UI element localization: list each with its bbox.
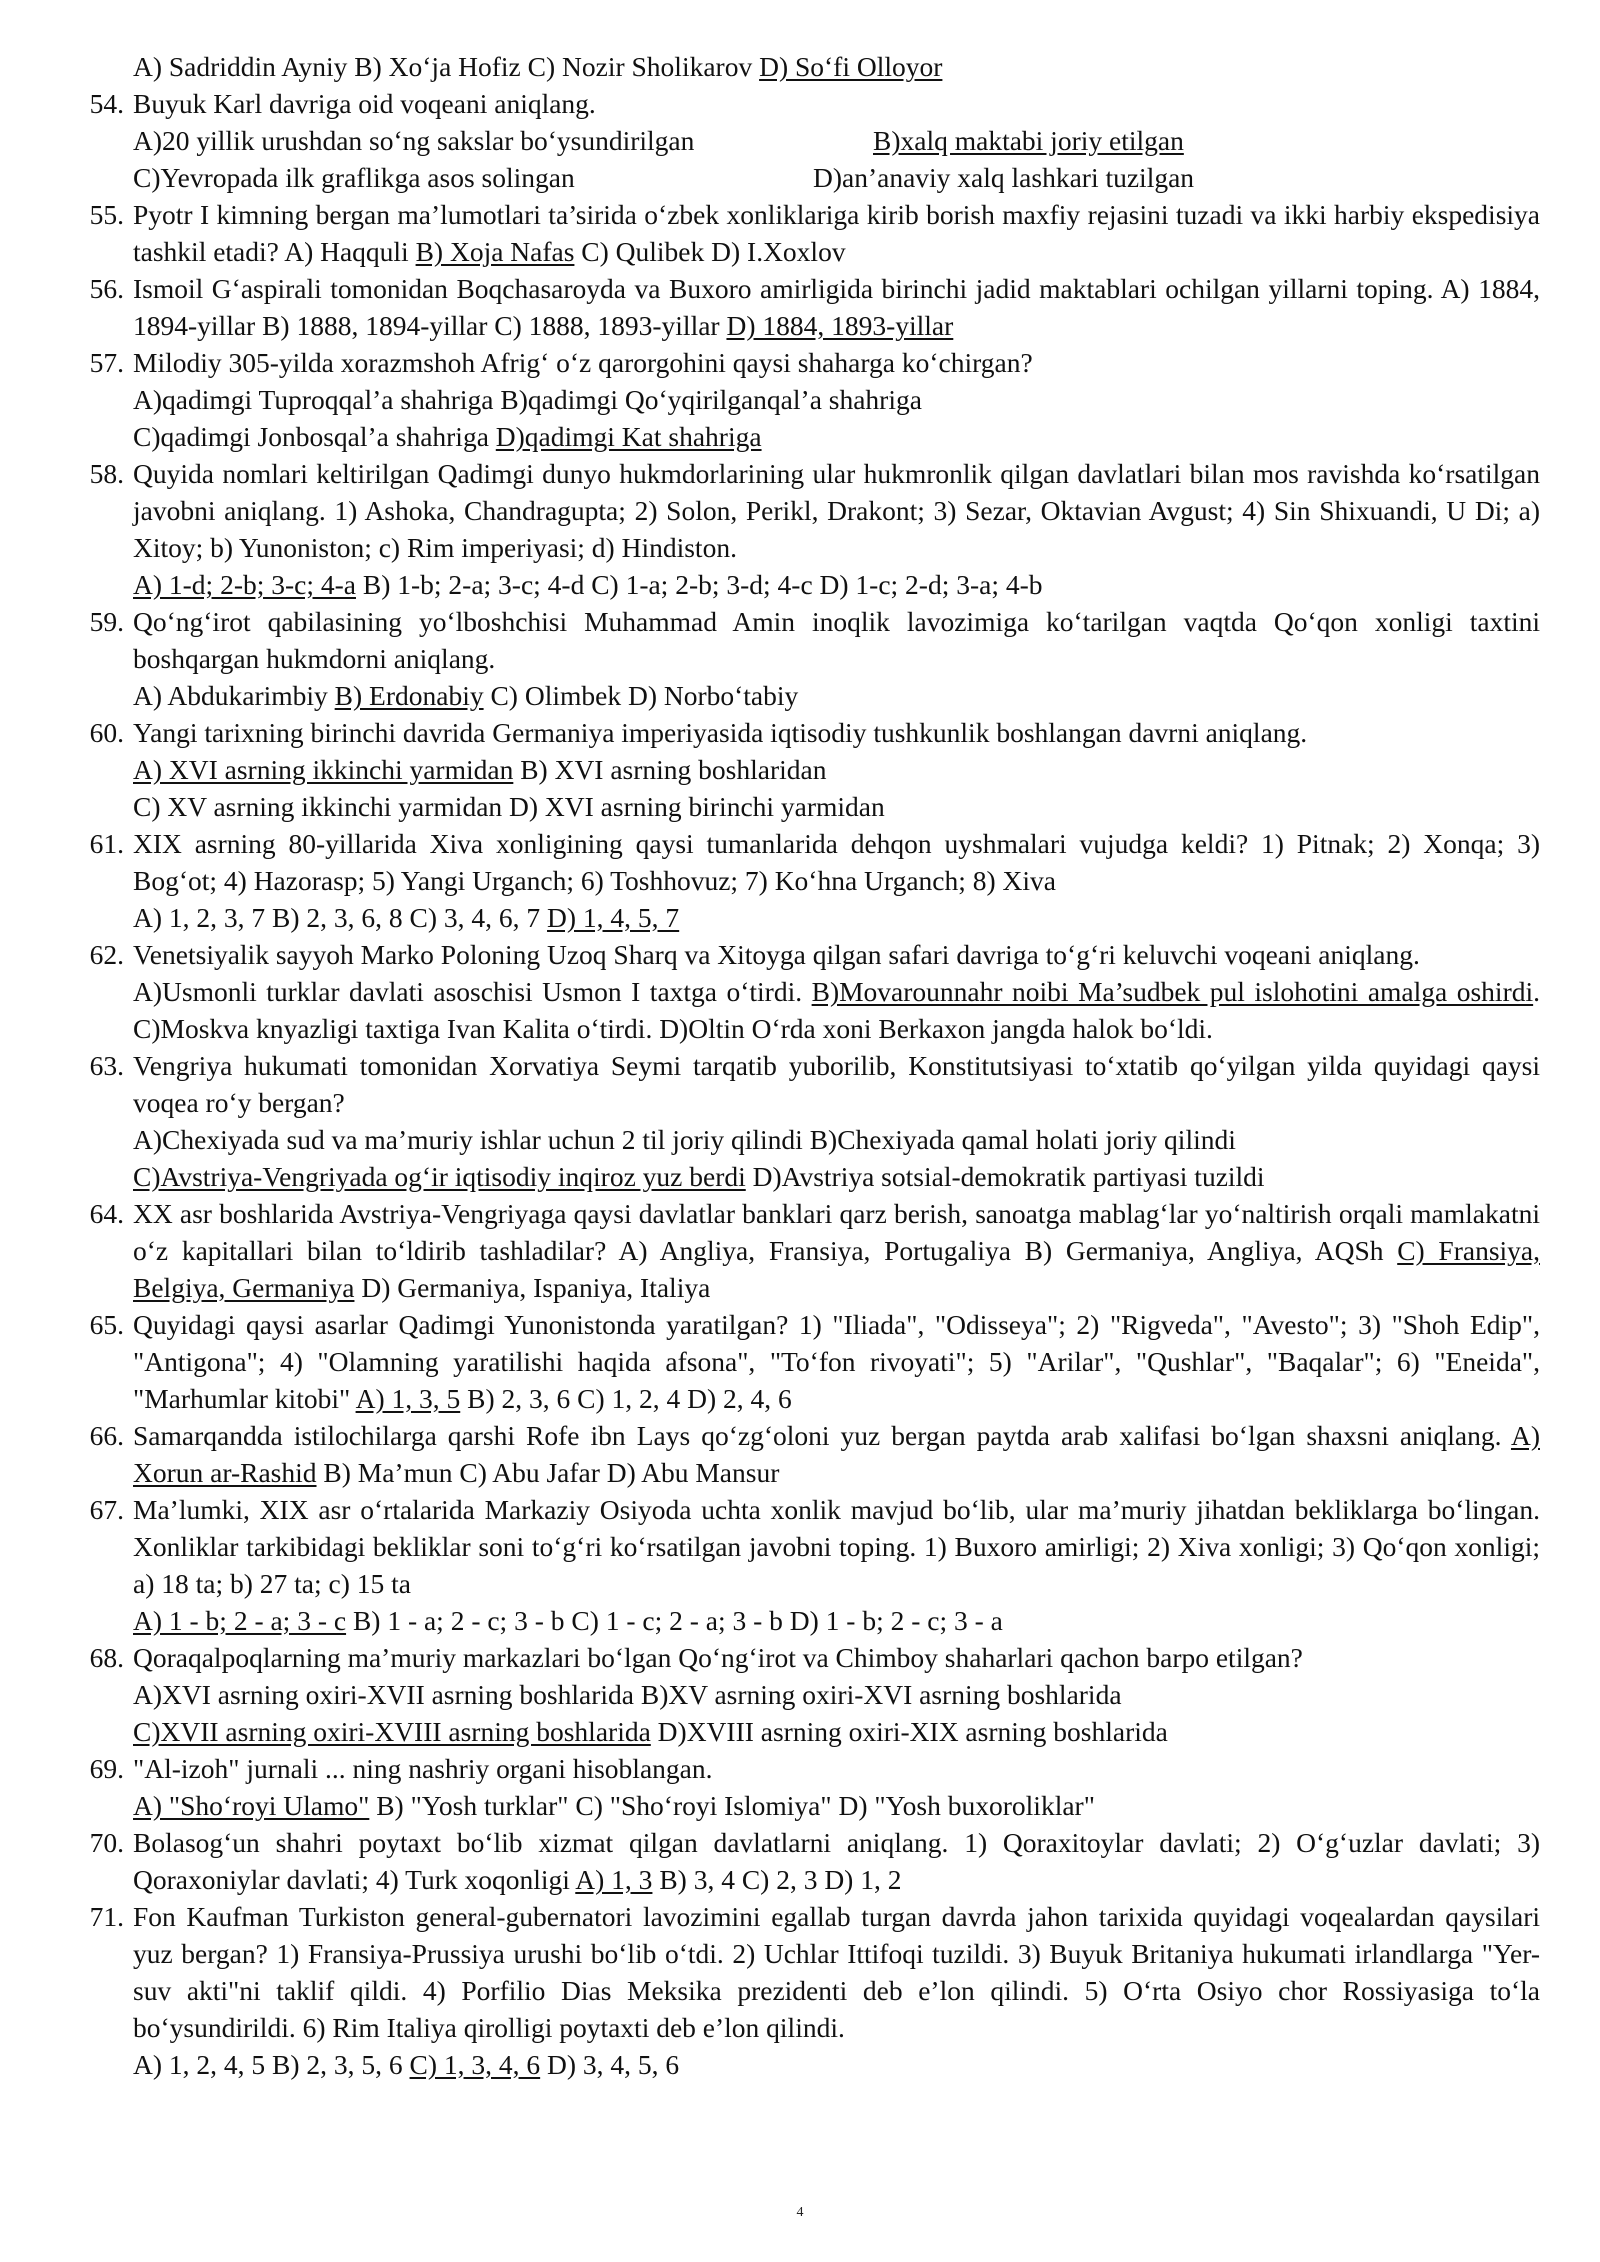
question-64 [70, 1195, 1540, 1306]
other-options: C) Olimbek D) Norbo‘tabiy [483, 680, 799, 711]
options-text: C)qadimgi Jonbosqal’a shahriga [133, 421, 496, 452]
question-70 [70, 1824, 1540, 1898]
options-line [133, 418, 1540, 455]
question-text: Pyotr I kimning bergan ma’lumotlari ta’sirida o‘zbek xonliklariga kirib borish maxfiy rejasini tuzadi va ikki harbiy ekspedisiya tashkil etadi? A) Haqquli [133, 199, 1540, 267]
question-body [133, 1491, 1540, 1639]
other-options: B) 1-b; 2-a; 3-c; 4-d C) 1-a; 2-b; 3-d; 4-c D) 1-c; 2-d; 3-a; 4-b [355, 569, 1043, 600]
question-body [133, 270, 1540, 344]
other-options: C) Qulibek D) I.Xoxlov [574, 236, 846, 267]
options-line [133, 751, 1540, 788]
question-text: "Al-izoh" jurnali ... ning nashriy organi hisoblangan. [133, 1753, 713, 1784]
question-body [133, 603, 1540, 714]
question-71 [70, 1898, 1540, 2083]
question-text: Yangi tarixning birinchi davrida Germaniya imperiyasida iqtisodiy tushkunlik boshlangan davrni aniqlang. [133, 717, 1308, 748]
options-line: C) XV asrning ikkinchi yarmidan D) XVI asrning birinchi yarmidan [133, 791, 885, 822]
options-line [133, 2046, 1540, 2083]
correct-answer: C)Avstriya-Vengriyada og‘ir iqtisodiy inqiroz yuz berdi [133, 1161, 746, 1192]
question-number: 56. [89, 273, 124, 304]
correct-answer: C)XVII asrning oxiri-XVIII asrning boshlarida [133, 1716, 651, 1747]
question-body [133, 344, 1540, 455]
other-options: D)XVIII asrning oxiri-XIX asrning boshlarida [650, 1716, 1168, 1747]
correct-answer: B) Xoja Nafas [415, 236, 575, 267]
question-body [133, 455, 1540, 603]
correct-answer: A) 1-d; 2-b; 3-c; 4-a [133, 569, 356, 600]
correct-answer: B) Erdonabiy [334, 680, 484, 711]
question-body [133, 1639, 1540, 1750]
question-sheet [70, 48, 1540, 2083]
correct-answer: A) 1, 3 [575, 1864, 653, 1895]
question-body [133, 825, 1540, 936]
options-text: A) Sadriddin Ayniy B) Xo‘ja Hofiz C) Nozir Sholikarov [133, 51, 760, 82]
question-number: 63. [89, 1050, 124, 1081]
question-text: Quyida nomlari keltirilgan Qadimgi dunyo hukmdorlarining ular hukmronlik qilgan davlatlari bilan mos ravishda ko‘rsatilgan javobni aniqlang. 1) Ashoka, Chandragupta; 2) Solon, Perikl, Drakont; 3) Sezar, Oktavian Avgust; 4) Sin Shixuandi, U Di; a) Xitoy; b) Yunoniston; c) Rim imperiyasi; d) Hindiston. [133, 458, 1540, 563]
question-text: Ismoil G‘aspirali tomonidan Boqchasaroyda va Buxoro amirligida birinchi jadid maktablari ochilgan yillarni toping. A) 1884, 1894-yillar B) 1888, 1894-yillar C) 1888, 1893-yillar [133, 273, 1540, 341]
correct-answer: D) 1884, 1893-yillar [726, 310, 954, 341]
question-body [133, 1898, 1540, 2083]
question-text: Qo‘ng‘irot qabilasining yo‘lboshchisi Muhammad Amin inoqlik lavozimiga ko‘tarilgan vaqtda Qo‘qon xonligi taxtini boshqargan hukmdorni aniqlang. [133, 606, 1540, 674]
question-number: 60. [89, 717, 124, 748]
question-number: 68. [89, 1642, 124, 1673]
options-line: A)qadimgi Tuproqqal’a shahriga B)qadimgi Qo‘yqirilganqal’a shahriga [133, 384, 922, 415]
page-number: 4 [796, 2205, 804, 2220]
question-body [133, 85, 1540, 196]
option-c: C)Yevropada ilk graflikga asos solingan [133, 162, 575, 193]
other-options: B) XVI asrning boshlaridan [513, 754, 827, 785]
options-line: A)XVI asrning oxiri-XVII asrning boshlarida B)XV asrning oxiri-XVI asrning boshlarida [133, 1679, 1122, 1710]
options-text: A) 1, 2, 4, 5 B) 2, 3, 5, 6 [133, 2049, 410, 2080]
question-text: Qoraqalpoqlarning ma’muriy markazlari bo‘lgan Qo‘ng‘irot va Chimboy shaharlari qachon barpo etilgan? [133, 1642, 1303, 1673]
question-text: Venetsiyalik sayyoh Marko Poloning Uzoq Sharq va Xitoyga qilgan safari davriga to‘g‘ri keluvchi voqeani aniqlang. [133, 939, 1420, 970]
options-line [133, 566, 1540, 603]
option-a: A) Abdukarimbiy [133, 680, 335, 711]
question-text: Vengriya hukumati tomonidan Xorvatiya Seymi tarqatib yuborilib, Konstitutsiyasi to‘xtatib qo‘yilgan yilda quyidagi qaysi voqea ro‘y bergan? [133, 1050, 1540, 1118]
correct-answer: A) "Sho‘royi Ulamo" [133, 1790, 370, 1821]
question-number: 70. [89, 1827, 124, 1858]
other-options: . C)Moskva knyazligi taxtiga Ivan Kalita o‘tirdi. D)Oltin O‘rda xoni Berkaxon jangda halok bo‘ldi. [133, 976, 1540, 1044]
question-text: XIX asrning 80-yillarida Xiva xonligining qaysi tumanlarida dehqon uyshmalari vujudga keldi? 1) Pitnak; 2) Xonqa; 3) Bog‘ot; 4) Hazorasp; 5) Yangi Urganch; 6) Toshhovuz; 7) Ko‘hna Urganch; 8) Xiva [133, 828, 1540, 896]
question-number: 64. [89, 1198, 124, 1229]
question-number: 57. [89, 347, 124, 378]
other-options: B) 2, 3, 6 C) 1, 2, 4 D) 2, 4, 6 [460, 1383, 792, 1414]
correct-answer: A) XVI asrning ikkinchi yarmidan [133, 754, 514, 785]
question-number: 67. [89, 1494, 124, 1525]
question-body [133, 1750, 1540, 1824]
other-options: B) Ma’mun C) Abu Jafar D) Abu Mansur [316, 1457, 780, 1488]
correct-answer: A) 1 - b; 2 - a; 3 - c [133, 1605, 347, 1636]
question-body [133, 1195, 1540, 1306]
option-a: A)20 yillik urushdan so‘ng sakslar bo‘ysundirilgan [133, 125, 695, 156]
question-56 [70, 270, 1540, 344]
question-number: 65. [89, 1309, 124, 1340]
options-text: A) 1, 2, 3, 7 B) 2, 3, 6, 8 C) 3, 4, 6, 7 [133, 902, 548, 933]
question-text: Fon Kaufman Turkiston general-gubernatori lavozimini egallab turgan davrda jahon tarixida quyidagi voqealardan qaysilari yuz bergan? 1) Fransiya-Prussiya urushi bo‘lib o‘tdi. 2) Uchlar Ittifoqi tuzildi. 3) Buyuk Britaniya hukumati irlandlarga "Yer-suv akti"ni taklif qildi. 4) Porfilio Dias Meksika prezidenti deb e’lon qilindi. 5) O‘rta Osiyo chor Rossiyasiga to‘la bo‘ysundirildi. 6) Rim Italiya qirolligi poytaxti deb e’lon qilindi. [133, 1901, 1540, 2043]
question-67 [70, 1491, 1540, 1639]
correct-answer: D) So‘fi Olloyor [759, 51, 943, 82]
question-text: XX asr boshlarida Avstriya-Vengriyaga qaysi davlatlar banklari qarz berish, sanoatga mablag‘lar yo‘naltirish orqali mamlakatni o‘z kapitallari bilan to‘ldirib tashladilar? A) Angliya, Fransiya, Portugaliya B) Germaniya, Angliya, AQSh [133, 1198, 1540, 1266]
options-row [133, 159, 1540, 196]
correct-answer: C) Fransiya, Belgiya, Germaniya [133, 1235, 1540, 1303]
other-options: B) "Yosh turklar" C) "Sho‘royi Islomiya" D) "Yosh buxoroliklar" [369, 1790, 1095, 1821]
options-line [133, 1787, 1540, 1824]
other-options: D) Germaniya, Ispaniya, Italiya [354, 1272, 711, 1303]
question-53-options [70, 48, 1540, 85]
question-body [133, 1306, 1540, 1417]
options-line [133, 1158, 1540, 1195]
other-options: B) 1 - a; 2 - c; 3 - b C) 1 - c; 2 - a; 3 - b D) 1 - b; 2 - c; 3 - a [346, 1605, 1003, 1636]
question-body [133, 1417, 1540, 1491]
question-65 [70, 1306, 1540, 1417]
options-line [133, 973, 1540, 1047]
option-b-wrap [813, 122, 1184, 159]
question-59 [70, 603, 1540, 714]
question-number: 62. [89, 939, 124, 970]
question-number: 59. [89, 606, 124, 637]
question-69 [70, 1750, 1540, 1824]
question-68 [70, 1639, 1540, 1750]
question-66 [70, 1417, 1540, 1491]
question-body [133, 936, 1540, 1047]
options-row [133, 122, 1540, 159]
question-number: 55. [89, 199, 124, 230]
correct-answer: C) 1, 3, 4, 6 [409, 2049, 541, 2080]
question-text: Milodiy 305-yilda xorazmshoh Afrig‘ o‘z qarorgohini qaysi shaharga ko‘chirgan? [133, 347, 1033, 378]
question-63 [70, 1047, 1540, 1195]
option-d: D)an’anaviy xalq lashkari tuzilgan [813, 162, 1195, 193]
question-number: 61. [89, 828, 124, 859]
options-line [133, 899, 1540, 936]
correct-answer: A) 1, 3, 5 [355, 1383, 461, 1414]
other-options: D) 3, 4, 5, 6 [540, 2049, 680, 2080]
correct-answer: A) Xorun ar-Rashid [133, 1420, 1540, 1488]
question-body [133, 1824, 1540, 1898]
question-57 [70, 344, 1540, 455]
other-options: D)Avstriya sotsial-demokratik partiyasi tuzildi [745, 1161, 1265, 1192]
options-line [133, 1602, 1540, 1639]
question-body [133, 1047, 1540, 1195]
options-line [133, 677, 1540, 714]
question-54 [70, 85, 1540, 196]
options-line: A)Chexiyada sud va ma’muriy ishlar uchun 2 til joriy qilindi B)Chexiyada qamal holati joriy qilindi [133, 1124, 1236, 1155]
other-options: B) 3, 4 C) 2, 3 D) 1, 2 [652, 1864, 902, 1895]
correct-answer: D)qadimgi Kat shahriga [495, 421, 762, 452]
question-number: 71. [89, 1901, 124, 1932]
question-text: Ma’lumki, XIX asr o‘rtalarida Markaziy Osiyoda uchta xonlik mavjud bo‘lib, ular ma’muriy jihatdan bekliklarga bo‘lingan. Xonliklar tarkibidagi bekliklar soni to‘g‘ri ko‘rsatilgan javobni toping. 1) Buxoro amirligi; 2) Xiva xonligi; 3) Qo‘qon xonligi; a) 18 ta; b) 27 ta; c) 15 ta [133, 1494, 1540, 1599]
question-body [133, 196, 1540, 270]
question-55 [70, 196, 1540, 270]
correct-answer: D) 1, 4, 5, 7 [547, 902, 680, 933]
question-text: Buyuk Karl davriga oid voqeani aniqlang. [133, 88, 596, 119]
correct-answer: B)xalq maktabi joriy etilgan [873, 125, 1184, 156]
question-62 [70, 936, 1540, 1047]
question-number: 54. [89, 88, 124, 119]
question-58 [70, 455, 1540, 603]
question-body [133, 714, 1540, 825]
question-number: 66. [89, 1420, 124, 1451]
options-line [133, 1713, 1540, 1750]
question-number: 69. [89, 1753, 124, 1784]
option-a: A)Usmonli turklar davlati asoschisi Usmon I taxtga o‘tirdi. [133, 976, 812, 1007]
question-text: Bolasog‘un shahri poytaxt bo‘lib xizmat qilgan davlatlarni aniqlang. 1) Qoraxitoylar davlati; 2) O‘g‘uzlar davlati; 3) Qoraxoniylar davlati; 4) Turk xoqonligi [133, 1827, 1540, 1895]
correct-answer: B)Movarounnahr noibi Ma’sudbek pul islohotini amalga oshirdi [811, 976, 1534, 1007]
question-text: Quyidagi qaysi asarlar Qadimgi Yunonistonda yaratilgan? 1) "Iliada", "Odisseya"; 2) "Rigveda", "Avesto"; 3) "Shoh Edip", "Antigona"; 4) "Olamning yaratilishi haqida afsona", "To‘fon rivoyati"; 5) "Arilar", "Qushlar", "Baqalar"; 6) "Eneida", "Marhumlar kitobi" [133, 1309, 1540, 1414]
question-text: Samarqandda istilochilarga qarshi Rofe ibn Lays qo‘zg‘oloni yuz bergan paytda arab xalifasi bo‘lgan shaxsni aniqlang. [133, 1420, 1511, 1451]
question-61 [70, 825, 1540, 936]
question-number: 58. [89, 458, 124, 489]
question-60 [70, 714, 1540, 825]
